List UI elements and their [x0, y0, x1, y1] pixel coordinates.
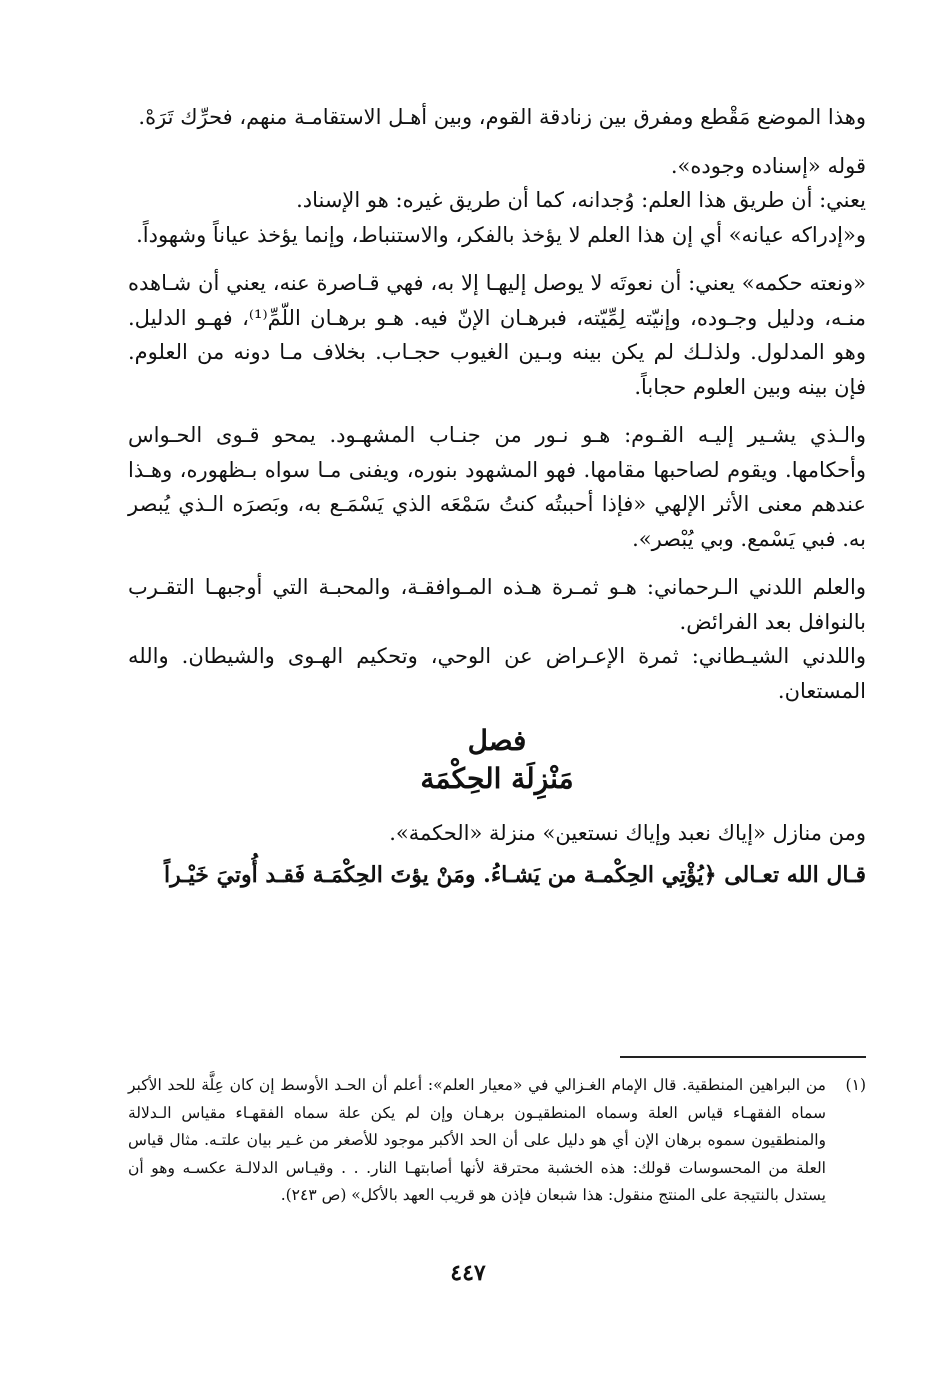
footnote: [128, 1072, 866, 1210]
footnote-number: (١): [845, 1076, 866, 1094]
main-text-block: [128, 100, 866, 903]
page-number: ٤٤٧: [450, 1260, 486, 1286]
paragraph-2: قوله «إسناده وجوده».: [670, 153, 866, 178]
section-label: فصل: [467, 724, 527, 757]
section-title: مَنْزِلَة الحِكْمَة: [420, 762, 574, 795]
paragraph-3: يعني: أن طريق هذا العلم: وُجدانه، كما أن طريق غيره: هو الإسناد.: [296, 188, 866, 212]
section-heading: [128, 722, 866, 798]
footnote-text: من البراهين المنطقية. قال الإمام الغـزالي في «معيار العلم»: أعلم أن الحـد الأوسط إن كان عِلَّة للحد الأكبر سماه الفقهـاء قياس العلة وسماه المنطقيـون برهـان وإن لم يكن علة سماه الفقهـاء مقياس الـدلالة والمنطقيون سموه برهان الإن أي هو دليل على أن الحد الأكبر موجود للأصغر من غـير بيان علتـه. مثال قياس العلة من المحسوسات قولك: هذه الخشبة محترقة لأنها أصابتهـا النار. . . وقيـاس الدلالـة عكسـه وهو أن يستدل بالنتيجة على المنتج منقول: هذا شبعان فإذن هو قريب العهد بالأكل» (ص ٢٤٣).: [128, 1076, 826, 1204]
footnote-divider: [620, 1056, 866, 1058]
quran-verse-line: قـال الله تعـالى ﴿يُؤْتِي الحِكْمـة من يَشـاءُ. ومَنْ يؤتَ الحِكْمَـة فَقـد أُوتيَ خَيْـراً: [163, 861, 866, 888]
paragraph-5: «ونعته حكمه» يعني: أن نعوتَه لا يوصل إليهـا إلا به، فهي قـاصرة عنه، يعني أن شـاهده منـه، ودليل وجـوده، وإنيّته لِمِّيّته، فبرهـان الإنّ فيه. هـو برهـان اللّمِّ⁽¹⁾، فهـو الدليل. وهو المدلول. ولذلـك لم يكن بينه وبـين الغيوب حجـاب. بخلاف مـا دونه من العلوم. فإن بينه وبين العلوم حجاباً.: [128, 271, 867, 399]
intro-paragraph: ومن منازل «إياك نعبد وإياك نستعين» منزلة «الحكمة».: [389, 821, 866, 845]
paragraph-8: واللدني الشيـطاني: ثمرة الإعـراض عن الوحي، وتحكيم الهـوى والشيطان. والله المستعان.: [128, 644, 866, 703]
paragraph-7: والعلم اللدني الـرحماني: هـو ثمـرة هـذه المـوافقـة، والمحبـة التي أوجبهـا التقـرب بالنوافل بعد الفرائض.: [128, 575, 866, 634]
paragraph-4: و«إدراكه عيانه» أي إن هذا العلم لا يؤخذ بالفكر، والاستنباط، وإنما يؤخذ عياناً وشهوداً.: [136, 222, 866, 247]
paragraph-1: وهذا الموضع مَقْطع ومفرق بين زنادقة القوم، وبين أهـل الاستقامـة منهم، فحرِّك تَرَهْ.: [138, 105, 866, 129]
paragraph-6: والـذي يشـير إليـه القـوم: هـو نـور من جنـاب المشهـود. يمحو قـوى الحـواس وأحكامها. ويقوم لصاحبها مقامها. فهو المشهود بنوره، ويفنى مـا سواه بـظهوره، وهـذا عندهم معنى الأثر الإلهي «فإذا أحببتُه كنتُ سَمْعَه الذي يَسْمَـع به، وبَصرَه الـذي يُبصر به. فبي يَسْمع. وبي يُبْصر».: [128, 423, 867, 551]
